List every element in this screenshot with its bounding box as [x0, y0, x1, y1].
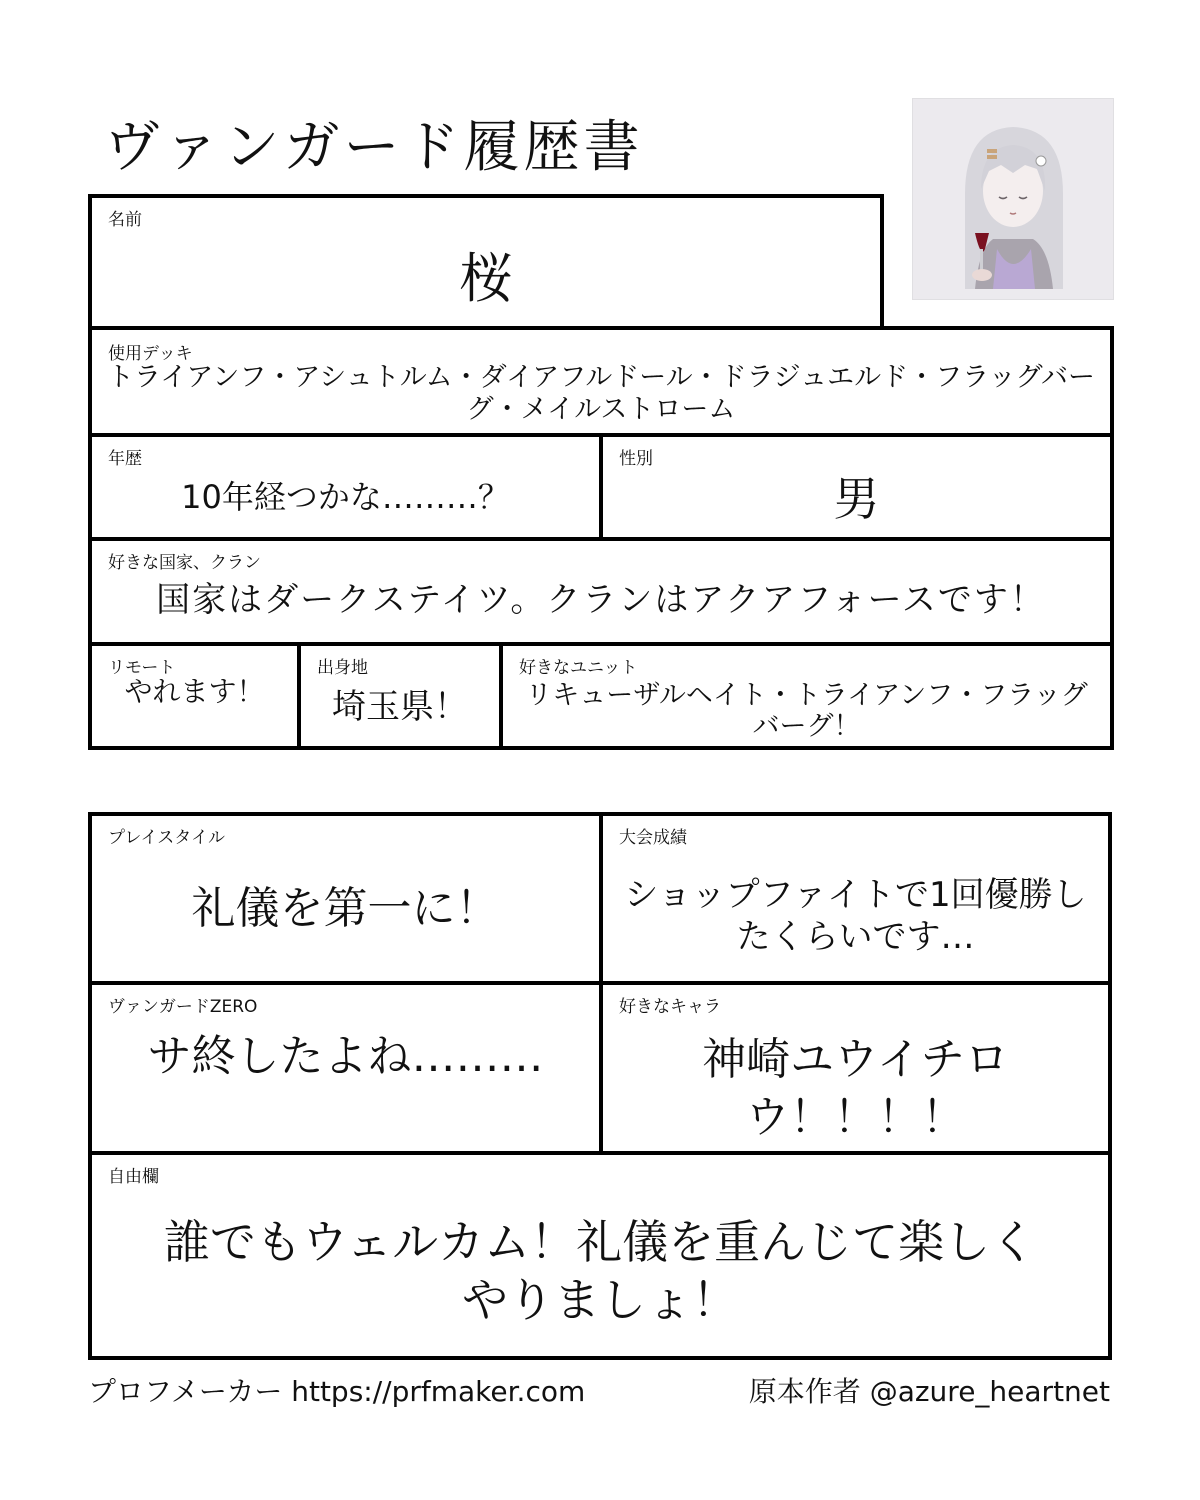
- hometown-value: 埼玉県！: [332, 687, 468, 727]
- name-section: [88, 194, 884, 332]
- zero-cell: [92, 985, 599, 1151]
- free-cell: [92, 1155, 1108, 1356]
- gender-cell: [603, 437, 1110, 537]
- zero-label: ヴァンガードZERO: [108, 997, 258, 1017]
- character-value: 神崎ユウイチロウ！！！！: [702, 1034, 1009, 1143]
- playstyle-value: 礼儀を第一に！: [191, 883, 500, 934]
- unit-cell: [503, 646, 1110, 746]
- footer-author-credit: 原本作者 @azure_heartnet: [748, 1375, 1110, 1408]
- years-cell: [92, 437, 599, 537]
- info-section: [88, 326, 1114, 750]
- free-label: 自由欄: [108, 1167, 159, 1187]
- nation-clan-cell: [92, 541, 1110, 642]
- remote-cell: [92, 646, 297, 746]
- deck-value: トライアンフ・アシュトルム・ダイアフルドール・ドラジュエルド・フラッグバーグ・メイルストローム: [107, 362, 1095, 425]
- remote-label: リモート: [108, 658, 176, 678]
- hometown-label: 出身地: [317, 658, 368, 678]
- footer-maker-credit: プロフメーカー https://prfmaker.com: [88, 1375, 586, 1408]
- character-label: 好きなキャラ: [619, 997, 721, 1017]
- playstyle-cell: [92, 816, 599, 981]
- character-cell: [603, 985, 1108, 1151]
- years-value: 10年経つかな………？: [181, 478, 510, 516]
- anime-girl-avatar-icon: [913, 99, 1113, 299]
- deck-cell: [92, 330, 1110, 433]
- gender-value: 男: [833, 472, 880, 526]
- unit-value: リキューザルヘイト・トライアンフ・フラッグバーグ！: [525, 680, 1088, 742]
- years-label: 年歴: [108, 449, 142, 469]
- nation-clan-value: 国家はダークステイツ。クランはアクアフォースです！: [156, 580, 1046, 620]
- playstyle-label: プレイスタイル: [108, 828, 225, 848]
- tournament-label: 大会成績: [619, 828, 687, 848]
- avatar: [912, 98, 1114, 300]
- tournament-value: ショップファイトで1回優勝したくらいです…: [624, 875, 1087, 957]
- name-label: 名前: [108, 210, 142, 230]
- gender-label: 性別: [619, 449, 653, 469]
- unit-label: 好きなユニット: [519, 658, 638, 678]
- free-value: 誰でもウェルカム！礼儀を重んじて楽しくやりましょ！: [163, 1215, 1037, 1327]
- zero-value: サ終したよね………: [147, 1031, 544, 1082]
- deck-label: 使用デッキ: [108, 344, 193, 364]
- remote-value: やれます！: [124, 675, 265, 708]
- nation-clan-label: 好きな国家、クラン: [108, 553, 261, 573]
- page-title: ヴァンガード履歴書: [104, 115, 644, 180]
- tournament-cell: [603, 816, 1108, 981]
- name-value: 桜: [459, 247, 513, 310]
- detail-section: [88, 812, 1112, 1360]
- hometown-cell: [301, 646, 499, 746]
